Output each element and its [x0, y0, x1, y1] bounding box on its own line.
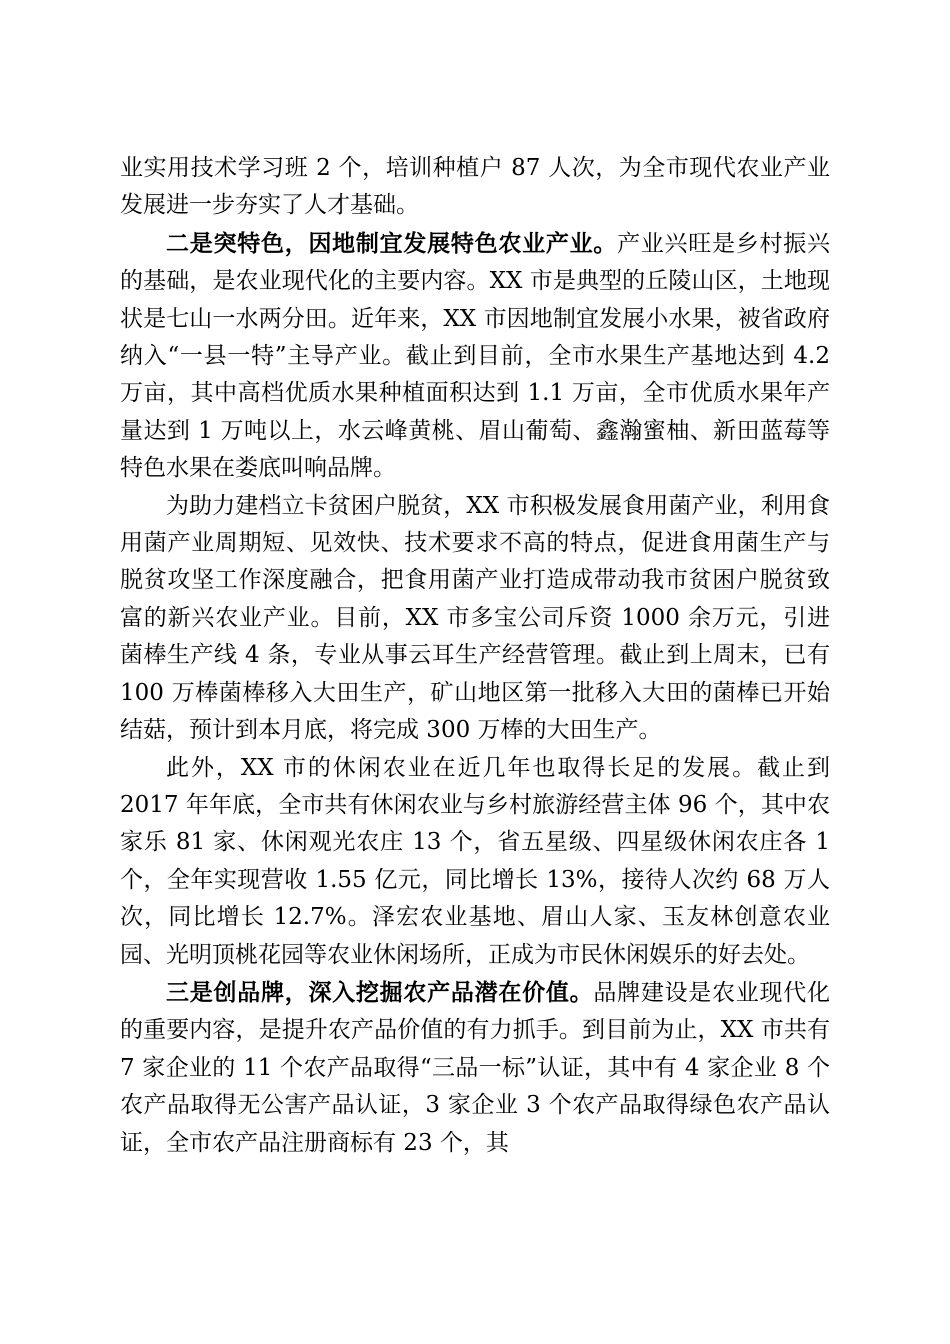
paragraph-3-text: 为助力建档立卡贫困户脱贫，XX 市积极发展食用菌产业，利用食用菌产业周期短、见效快、技术要求不高的特点，促进食用菌生产与脱贫攻坚工作深度融合，把食用菌产业打造成带动我市贫困户脱贫致富的新兴农业产业。目前，XX 市多宝公司斥资 1000 余万元，引进菌棒生产线 4 条，专业从事云耳生产经营管理。截止到上周末，已有 100 万棒菌棒移入大田生产，矿山地区第一批移入大田的菌棒已开始结菇，预计到本月底，将完成 300 万棒的大田生产。	[120, 492, 830, 744]
paragraph-5-heading: 三是创品牌，深入挖掘农产品潜在价值。	[166, 978, 594, 1006]
paragraph-1-text: 业实用技术学习班 2 个，培训种植户 87 人次，为全市现代农业产业发展进一步夯实了人才基础。	[120, 155, 830, 219]
paragraph-4	[120, 750, 830, 974]
paragraph-2-text: 产业兴旺是乡村振兴的基础，是农业现代化的主要内容。XX 市是典型的丘陵山区，土地现状是七山一水两分田。近年来，XX 市因地制宜发展小水果，被省政府纳入“一县一特”主导产业。截止到目前，全市水果生产基地达到 4.2 万亩，其中高档优质水果种植面积达到 1.1 万亩，全市优质水果年产量达到 1 万吨以上，水云峰黄桃、眉山葡萄、鑫瀚蜜柚、新田蓝莓等特色水果在娄底叫响品牌。	[120, 230, 831, 482]
paragraph-5-text: 品牌建设是农业现代化的重要内容，是提升农产品价值的有力抓手。到目前为止，XX 市共有 7 家企业的 11 个农产品取得“三品一标”认证，其中有 4 家企业 8 个农产品取得无公害产品认证，3 家企业 3 个农产品取得绿色农产品认证，全市农产品注册商标有 23 个，其	[120, 979, 831, 1156]
paragraph-2-heading: 二是突特色，因地制宜发展特色农业产业。	[166, 229, 618, 257]
paragraph-2	[120, 225, 830, 488]
paragraph-4-text: 此外，XX 市的休闲农业在近几年也取得长足的发展。截止到 2017 年年底，全市共有休闲农业与乡村旅游经营主体 96 个，其中农家乐 81 家、休闲观光农庄 13 个，省五星级、四星级休闲农庄各 1 个，全年实现营收 1.55 亿元，同比增长 13%，接待人次约 68 万人次，同比增长 12.7%。泽宏农业基地、眉山人家、玉友林创意农业园、光明顶桃花园等农业休闲场所，正成为市民休闲娱乐的好去处。	[120, 754, 830, 968]
document-page	[120, 150, 830, 1162]
paragraph-5	[120, 974, 830, 1162]
paragraph-1	[120, 150, 830, 225]
paragraph-3	[120, 488, 830, 750]
